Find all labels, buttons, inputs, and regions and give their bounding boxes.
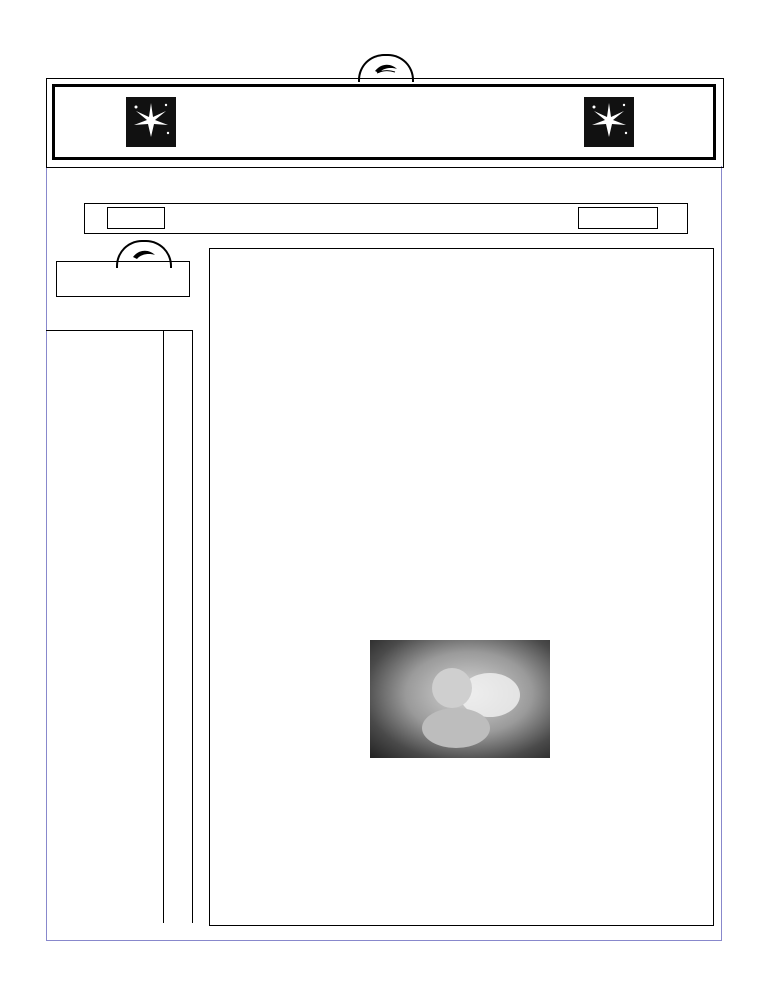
issue-number (107, 207, 165, 229)
table-of-contents (46, 330, 192, 331)
toc-divider (163, 330, 164, 923)
issue-date (56, 261, 190, 297)
page-border-bottom (46, 940, 722, 941)
miracle-network-logo-left (126, 97, 176, 147)
issue-year (578, 207, 658, 229)
miracle-network-logo-right (584, 97, 634, 147)
letter-frame (209, 248, 714, 926)
page-border-left (46, 166, 47, 940)
page-border-right (721, 166, 722, 940)
angel-child-photo (370, 640, 550, 758)
toc-divider-right (192, 330, 193, 923)
